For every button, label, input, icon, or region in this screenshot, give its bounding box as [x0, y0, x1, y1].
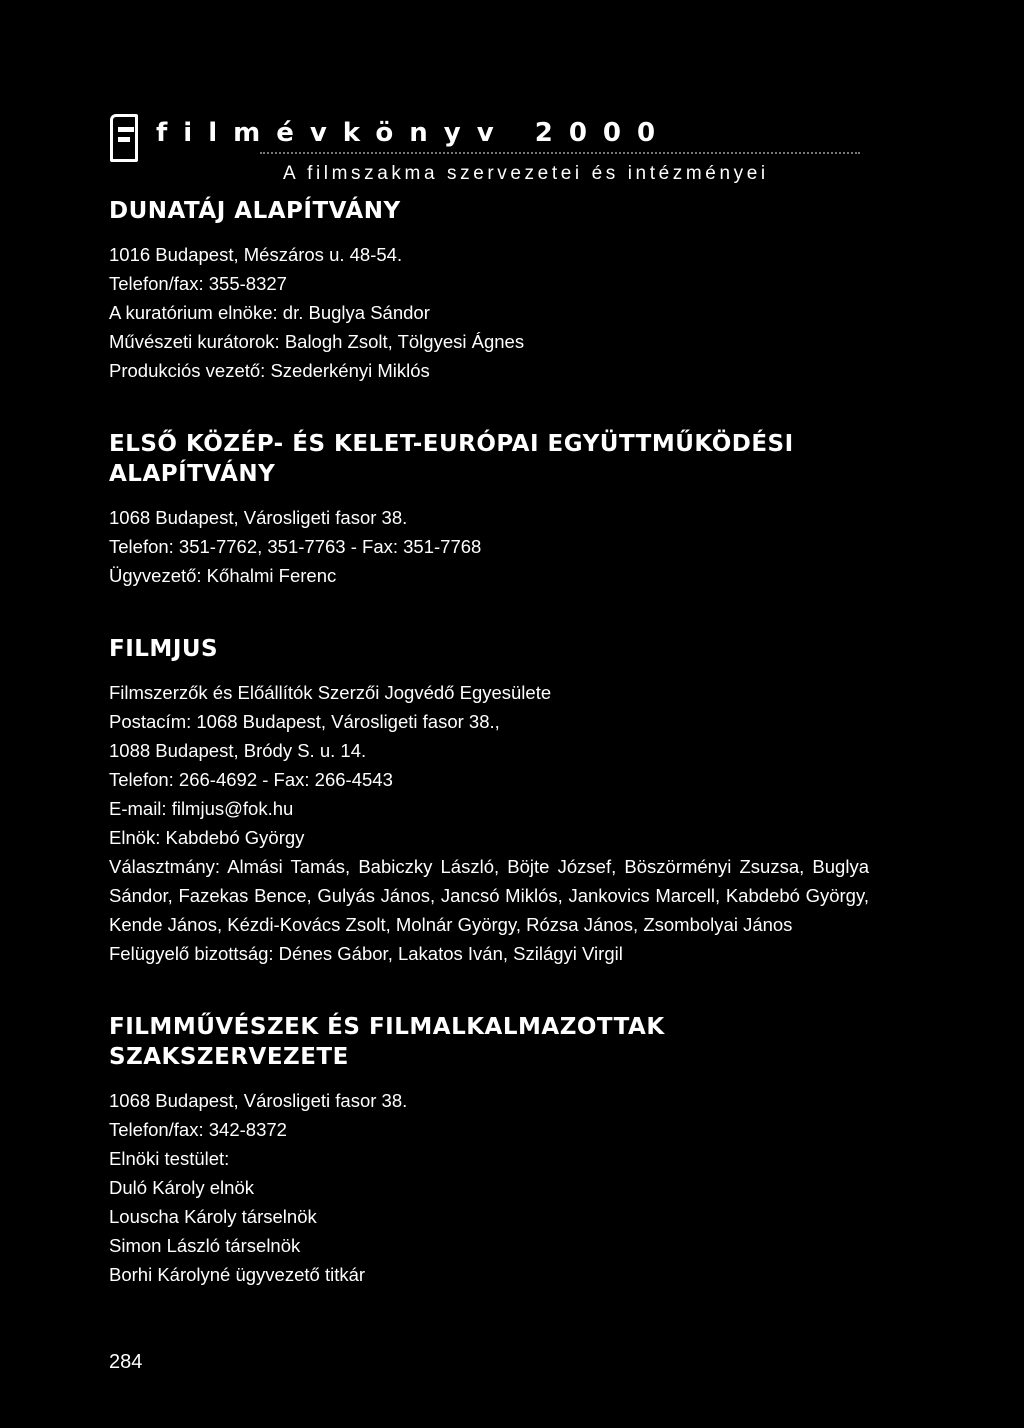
- page-header: [110, 110, 870, 190]
- section-title-line: ALAPÍTVÁNY: [109, 461, 276, 487]
- section-title: [109, 1012, 869, 1072]
- email: E-mail: filmjus@fok.hu: [109, 798, 294, 819]
- supervisory-board: Felügyelő bizottság: Dénes Gábor, Lakatos Iván, Szilágyi Virgil: [109, 943, 623, 964]
- address: 1068 Budapest, Városligeti fasor 38.: [109, 1090, 408, 1111]
- phone: Telefon/fax: 355-8327: [109, 273, 287, 294]
- secretary: Borhi Károlyné ügyvezető titkár: [109, 1264, 366, 1285]
- section-filmjus: [109, 634, 869, 968]
- section-filmmuveszek-szakszervezete: [109, 1012, 869, 1289]
- managing-director: Ügyvezető: Kőhalmi Ferenc: [109, 565, 337, 586]
- postal-address: Postacím: 1068 Budapest, Városligeti fasor 38.,: [109, 711, 500, 732]
- chairman: A kuratórium elnöke: dr. Buglya Sándor: [109, 302, 430, 323]
- full-name: Filmszerzők és Előállítók Szerzői Jogvédő Egyesülete: [109, 682, 552, 703]
- filmevkonyv-logo-icon: [110, 114, 138, 162]
- header-subtitle: A filmszakma szervezetei és intézményei: [283, 163, 769, 184]
- header-divider: [260, 152, 860, 158]
- address: 1016 Budapest, Mészáros u. 48-54.: [109, 244, 403, 265]
- president: Elnök: Kabdebó György: [109, 827, 305, 848]
- co-president: Louscha Károly társelnök: [109, 1206, 317, 1227]
- page-number: 284: [109, 1351, 143, 1373]
- section-title-line: FILMMŰVÉSZEK ÉS FILMALKALMAZOTTAK: [109, 1014, 665, 1040]
- section-title-line: ELSŐ KÖZÉP- ÉS KELET-EURÓPAI EGYÜTTMŰKÖDÉSI: [109, 431, 794, 457]
- phone: Telefon: 266-4692 - Fax: 266-4543: [109, 769, 393, 790]
- co-president: Simon László társelnök: [109, 1235, 301, 1256]
- section-dunataj: [109, 196, 869, 385]
- president: Duló Károly elnök: [109, 1177, 254, 1198]
- content: [109, 196, 869, 1333]
- address: 1068 Budapest, Városligeti fasor 38.: [109, 507, 408, 528]
- phone: Telefon: 351-7762, 351-7763 - Fax: 351-7768: [109, 536, 482, 557]
- section-title-line: SZAKSZERVEZETE: [109, 1044, 349, 1070]
- section-title-line: DUNATÁJ ALAPÍTVÁNY: [109, 198, 401, 224]
- board-label: Elnöki testület:: [109, 1148, 230, 1169]
- section-title: [109, 634, 869, 664]
- section-elso-kozep-es-kelet-europai: [109, 429, 869, 590]
- production-manager: Produkciós vezető: Szederkényi Miklós: [109, 360, 430, 381]
- section-title: [109, 196, 869, 226]
- address: 1088 Budapest, Bródy S. u. 14.: [109, 740, 367, 761]
- section-title-line: FILMJUS: [109, 636, 219, 662]
- section-title: [109, 429, 869, 489]
- header-title: filmévkönyv 2000: [156, 118, 672, 148]
- curators: Művészeti kurátorok: Balogh Zsolt, Tölgyesi Ágnes: [109, 331, 525, 352]
- board-members: Választmány: Almási Tamás, Babiczky László, Böjte József, Böszörményi Zsuzsa, Buglya Sándor, Fazekas Bence, Gulyás János, Jancsó Miklós, Jankovics Marcell, Kabdebó György, Kende János, Kézdi-Kovács Zsolt, Molnár György, Rózsa János, Zsombolyai János: [109, 856, 869, 935]
- phone: Telefon/fax: 342-8372: [109, 1119, 287, 1140]
